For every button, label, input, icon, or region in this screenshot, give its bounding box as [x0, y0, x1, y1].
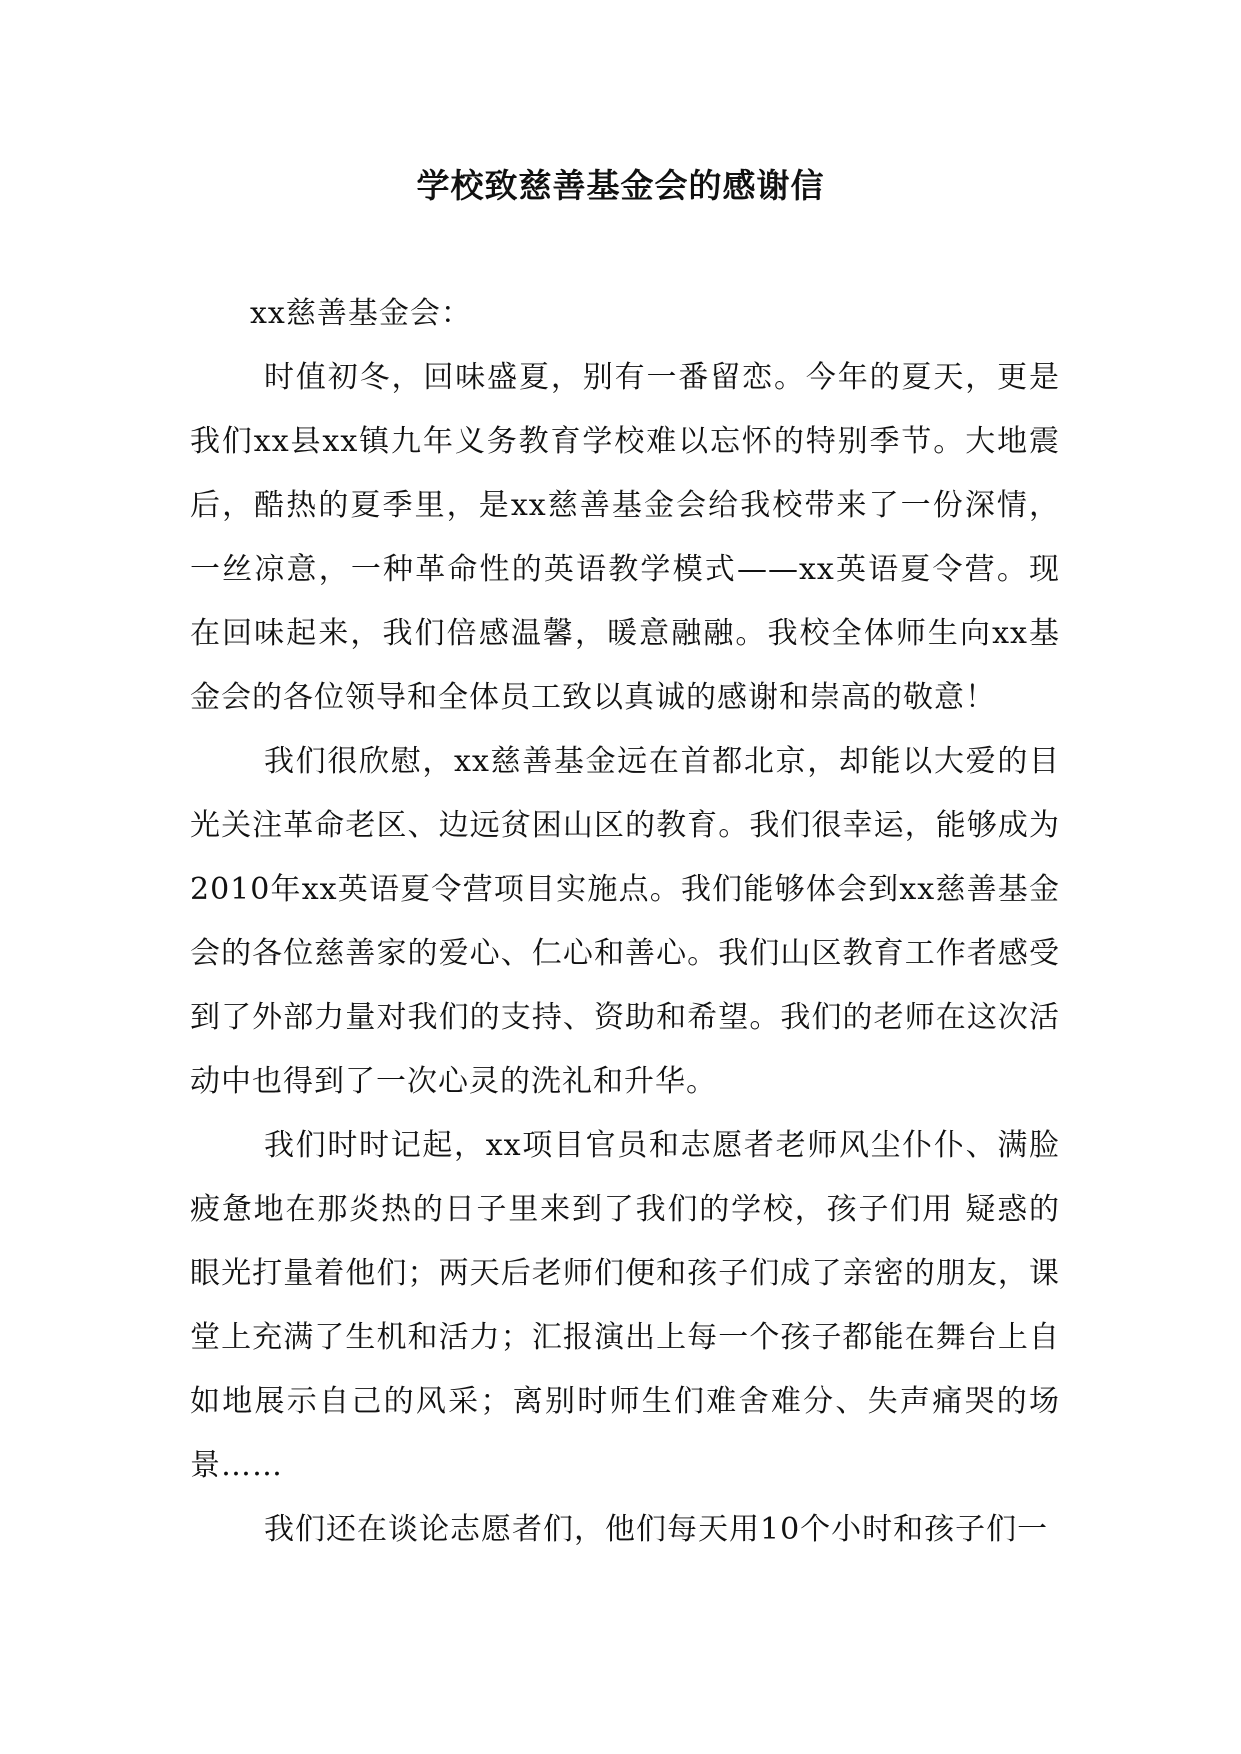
paragraph-2: 我们很欣慰，xx慈善基金远在首都北京，却能以大爱的目光关注革命老区、边远贫困山区的教育。我们很幸运，能够成为2010年xx英语夏令营项目实施点。我们能够体会到xx慈善基金会的各位慈善家的爱心、仁心和善心。我们山区教育工作者感受到了外部力量对我们的支持、资助和希望。我们的老师在这次活动中也得到了一次心灵的洗礼和升华。 — [190, 744, 1060, 1099]
paragraph-4: 我们还在谈论志愿者们，他们每天用10个小时和孩子们一 — [264, 1512, 1049, 1547]
paragraph-1: 时值初冬，回味盛夏，别有一番留恋。今年的夏天，更是我们xx县xx镇九年义务教育学校难以忘怀的特别季节。大地震后，酷热的夏季里，是xx慈善基金会给我校带来了一份深情，一丝凉意，一种革命性的英语教学模式——xx英语夏令营。现在回味起来，我们倍感温馨，暖意融融。我校全体师生向xx基金会的各位领导和全体员工致以真诚的感谢和崇高的敬意！ — [190, 360, 1060, 715]
salutation: xx慈善基金会： — [250, 296, 472, 331]
paragraph-3: 我们时时记起，xx项目官员和志愿者老师风尘仆仆、满脸疲惫地在那炎热的日子里来到了我们的学校，孩子们用 疑惑的眼光打量着他们；两天后老师们便和孩子们成了亲密的朋友，课堂上充满了生机和活力；汇报演出上每一个孩子都能在舞台上自如地展示自己的风采；离别时师生们难舍难分、失声痛哭的场景…… — [190, 1128, 1060, 1483]
letter-body — [190, 282, 1060, 1562]
page-title: 学校致慈善基金会的感谢信 — [416, 166, 825, 205]
